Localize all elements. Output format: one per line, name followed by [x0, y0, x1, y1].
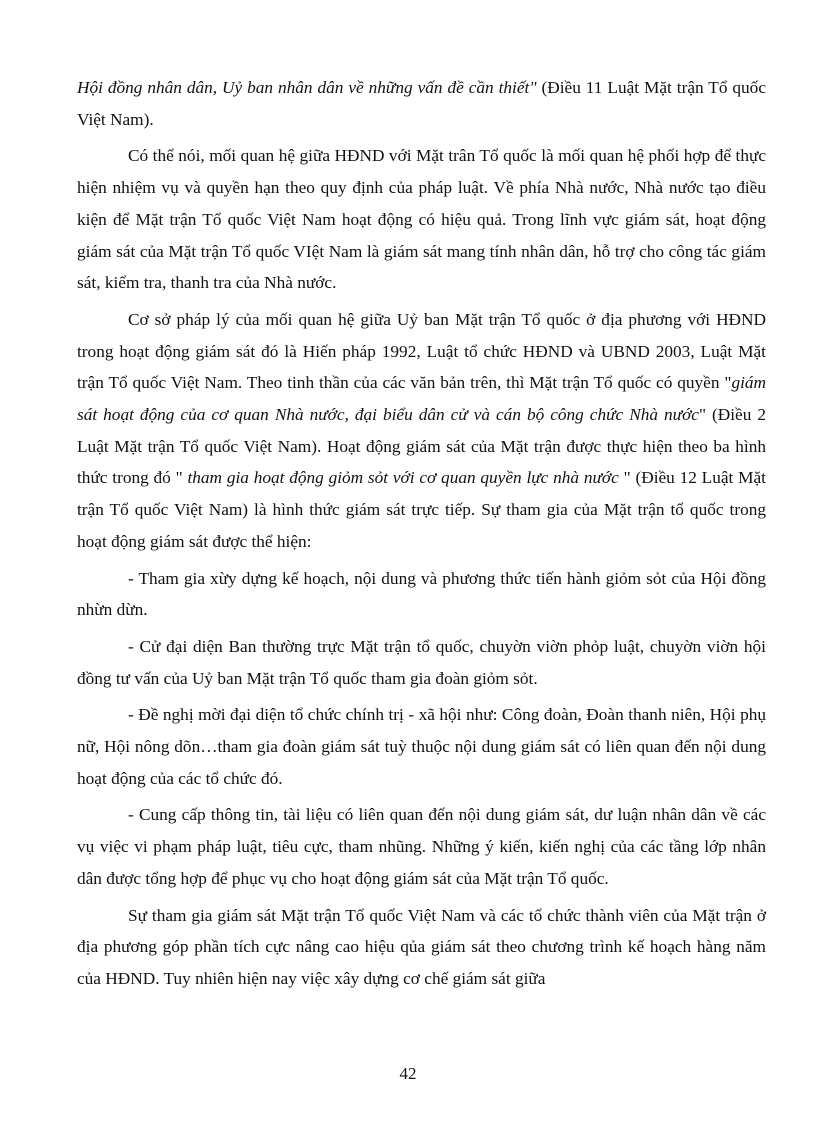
text-run: Có thể nói, mối quan hệ giữa HĐND với Mặt trân Tổ quốc là mối quan hệ phối hợp để thực hiện nhiệm vụ và quyền hạn theo quy định của pháp luật. Về phía Nhà nước, Nhà nước tạo điều kiện để Mặt trận Tổ quốc Việt Nam hoạt động có hiệu quả. Trong lĩnh vực giám sát, hoạt động giám sát của Mặt trận Tổ quốc VIệt Nam là giám sát mang tính nhân dân, hỗ trợ cho công tác giám sát, kiểm tra, thanh tra của Nhà nước.: [77, 146, 766, 293]
text-run: - Cung cấp thông tin, tài liệu có liên quan đến nội dung giám sát, dư luận nhân dân về các vụ việc vi phạm pháp luật, tiêu cực, tham nhũng. Những ý kiến, kiến nghị của các tầng lớp nhân dân được tổng hợp để phục vụ cho hoạt động giám sát của Mặt trận Tổ quốc.: [77, 805, 766, 888]
page-number: 42: [399, 1064, 417, 1083]
text-run: " (Điều 2 Luật Mặt trận Tổ quốc Việt Nam). Hoạt động giám sát của Mặt trận được thực hiện theo ba hình thức trong đó ": [77, 405, 766, 488]
list-item-6: [77, 799, 766, 894]
text-run: - Tham gia xừy dựng kế hoạch, nội dung và phương thức tiến hành giỏm sỏt của Hội đồng nhừn dừn.: [77, 568, 766, 620]
paragraph-7: [77, 900, 766, 995]
text-run: Sự tham gia giám sát Mặt trận Tổ quốc Việt Nam và các tổ chức thành viên của Mặt trận ở địa phương góp phần tích cực nâng cao hiệu qủa giám sát theo chương trình kế hoạch hàng năm của HĐND. Tuy nhiên hiện nay việc xây dựng cơ chế giám sát giữa: [77, 905, 766, 988]
italic-run: Hội đồng nhân dân, Uỷ ban nhân dân về những vấn đề cần thiết": [77, 78, 537, 97]
body-text: [77, 72, 766, 995]
text-run: " (Điều 12 Luật Mặt trận Tổ quốc Việt Nam) là hình thức giám sát trực tiếp. Sự tham gia của Mặt trận tổ quốc trong hoạt động giám sát được thể hiện:: [77, 468, 766, 551]
paragraph-1: [77, 140, 766, 299]
text-run: (Điều 11 Luật Mặt trận Tổ quốc Việt Nam).: [77, 78, 766, 129]
text-run: - Đề nghị mời đại diện tổ chức chính trị - xã hội như: Công đoàn, Đoàn thanh niên, Hội phụ nữ, Hội nông dõn…tham gia đoàn giám sát tuỳ thuộc nội dung giám sát có liên quan đến nội dung hoạt động của các tổ chức đó.: [77, 705, 766, 788]
italic-run: giám sát hoạt động của cơ quan Nhà nước, đại biểu dân cử và cán bộ công chức Nhà nước: [77, 373, 766, 425]
paragraph-2: [77, 304, 766, 558]
list-item-4: [77, 631, 766, 694]
italic-run: tham gia hoạt động giỏm sỏt với cơ quan quyền lực nhà nước: [182, 468, 624, 488]
text-run: Cơ sở pháp lý của mối quan hệ giữa Uỷ ban Mặt trận Tổ quốc ở địa phương với HĐND trong hoạt động giám sát đó là Hiến pháp 1992, Luật tổ chức HĐND và UBND 2003, Luật Mặt trận Tổ quốc Việt Nam. Theo tinh thần của các văn bản trên, thì Mặt trận Tổ quốc có quyền ": [77, 309, 766, 393]
list-item-5: [77, 699, 766, 794]
text-run: - Cử đại diện Ban thường trực Mặt trận tổ quốc, chuyờn viờn phỏp luật, chuyờn viờn hội đồng tư vấn của Uỷ ban Mặt trận Tổ quốc tham gia đoàn giỏm sỏt.: [77, 636, 766, 688]
paragraph-0: [77, 72, 766, 135]
list-item-3: [77, 563, 766, 626]
